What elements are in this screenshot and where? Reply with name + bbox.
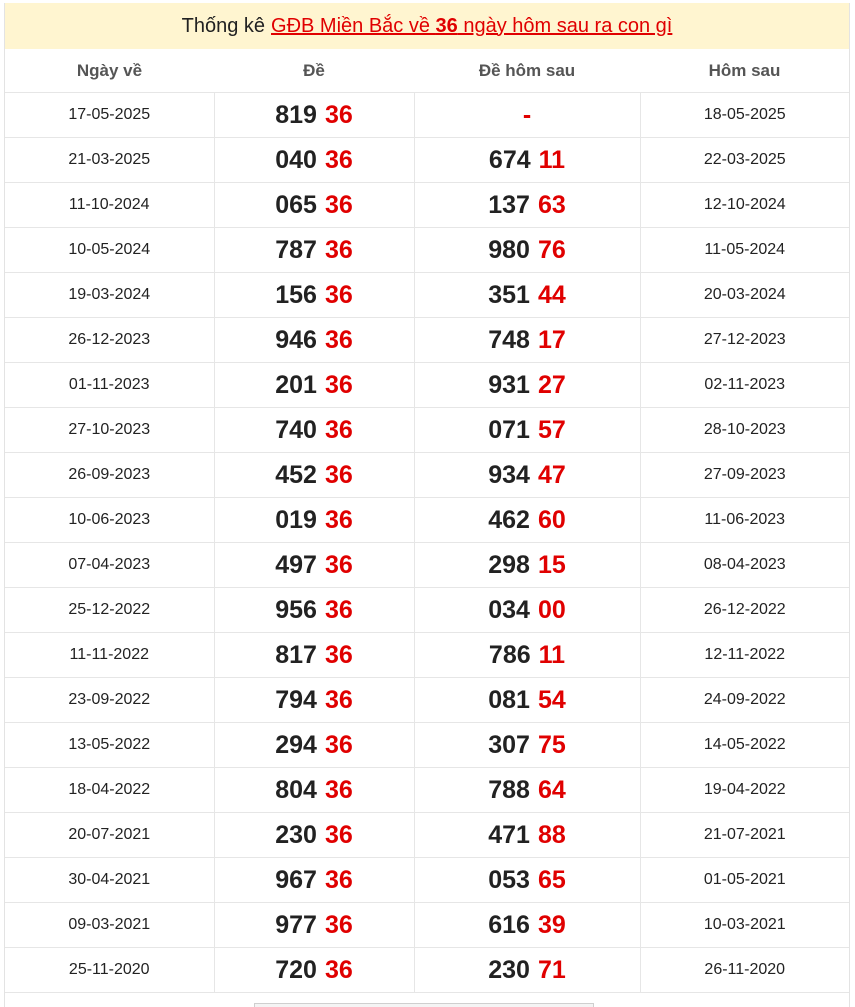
- de-head-digits: 817: [275, 640, 317, 669]
- de-head-digits: 946: [275, 325, 317, 354]
- next-de-tail-digits: 39: [537, 910, 566, 939]
- row-next-date: 08-04-2023: [640, 543, 849, 588]
- next-de-head-digits: 788: [488, 775, 530, 804]
- row-date: 25-11-2020: [5, 948, 214, 993]
- title-link-after: ngày hôm sau ra con gì: [457, 14, 673, 37]
- de-tail-digits: 36: [324, 640, 353, 669]
- row-next-de: [414, 768, 640, 813]
- table-row: [5, 678, 849, 723]
- row-date: 21-03-2025: [5, 138, 214, 183]
- title-link[interactable]: [271, 15, 672, 38]
- next-de-head-digits: 934: [488, 460, 530, 489]
- row-de: [214, 408, 414, 453]
- de-tail-digits: 36: [324, 775, 353, 804]
- row-de: [214, 588, 414, 633]
- de-head-digits: 294: [275, 730, 317, 759]
- de-tail-digits: 36: [324, 190, 353, 219]
- title-link-before: GĐB Miền Bắc về: [271, 14, 436, 37]
- row-next-de: [414, 138, 640, 183]
- row-next-date: 27-12-2023: [640, 318, 849, 363]
- row-date: 01-11-2023: [5, 363, 214, 408]
- next-de-head-digits: 298: [488, 550, 530, 579]
- row-next-de: [414, 948, 640, 993]
- row-next-de: [414, 678, 640, 723]
- de-tail-digits: 36: [324, 370, 353, 399]
- row-date: 19-03-2024: [5, 273, 214, 318]
- row-de: [214, 903, 414, 948]
- row-de: [214, 273, 414, 318]
- table-row: [5, 903, 849, 948]
- de-tail-digits: 36: [324, 100, 353, 129]
- row-next-date: 22-03-2025: [640, 138, 849, 183]
- row-de: [214, 678, 414, 723]
- de-tail-digits: 36: [324, 910, 353, 939]
- table-row: [5, 948, 849, 993]
- table-row: [5, 408, 849, 453]
- next-de-tail-digits: 88: [537, 820, 566, 849]
- next-de-tail-digits: 65: [537, 865, 566, 894]
- row-next-de: [414, 813, 640, 858]
- next-de-head-digits: 748: [488, 325, 530, 354]
- row-next-de: [414, 273, 640, 318]
- row-de: [214, 183, 414, 228]
- next-de-tail-digits: 63: [537, 190, 566, 219]
- de-head-digits: 740: [275, 415, 317, 444]
- de-head-digits: 156: [275, 280, 317, 309]
- row-date: 23-09-2022: [5, 678, 214, 723]
- table-header-row: [5, 49, 849, 93]
- row-de: [214, 93, 414, 138]
- de-tail-digits: 36: [324, 595, 353, 624]
- row-next-date: 26-11-2020: [640, 948, 849, 993]
- next-de-head-digits: 786: [488, 640, 531, 669]
- de-tail-digits: 36: [324, 685, 353, 714]
- next-de-head-digits: 230: [488, 955, 530, 984]
- de-tail-digits: 36: [324, 730, 353, 759]
- de-head-digits: 019: [275, 505, 317, 534]
- table-row: [5, 813, 849, 858]
- column-header-date: Ngày về: [5, 49, 214, 93]
- table-row: [5, 318, 849, 363]
- row-date: 26-12-2023: [5, 318, 214, 363]
- row-date: 09-03-2021: [5, 903, 214, 948]
- row-next-de: [414, 453, 640, 498]
- row-next-date: 19-04-2022: [640, 768, 849, 813]
- row-next-de: [414, 183, 640, 228]
- next-de-head-digits: 137: [488, 190, 530, 219]
- row-next-date: 02-11-2023: [640, 363, 849, 408]
- row-de: [214, 948, 414, 993]
- next-de-tail-digits: 71: [537, 955, 566, 984]
- title-prefix: Thống kê: [181, 14, 266, 37]
- row-next-de: [414, 408, 640, 453]
- table-row: [5, 93, 849, 138]
- row-next-de: [414, 498, 640, 543]
- row-date: 30-04-2021: [5, 858, 214, 903]
- row-de: [214, 858, 414, 903]
- de-head-digits: 967: [275, 865, 317, 894]
- next-de-tail-digits: 15: [537, 550, 566, 579]
- de-head-digits: 956: [275, 595, 317, 624]
- table-row: [5, 768, 849, 813]
- next-de-tail-digits: 17: [537, 325, 566, 354]
- de-tail-digits: 36: [324, 280, 353, 309]
- row-de: [214, 363, 414, 408]
- de-head-digits: 040: [275, 145, 317, 174]
- de-head-digits: 794: [275, 685, 317, 714]
- next-de-head-digits: 462: [488, 505, 530, 534]
- next-de-tail-digits: 60: [537, 505, 566, 534]
- next-de-tail-digits: 11: [538, 145, 566, 174]
- table-row: [5, 138, 849, 183]
- row-next-de: [414, 318, 640, 363]
- de-tail-digits: 36: [324, 460, 353, 489]
- next-de-head-digits: 351: [488, 280, 530, 309]
- row-next-de: [414, 858, 640, 903]
- next-de-head-digits: 471: [488, 820, 530, 849]
- table-row: [5, 543, 849, 588]
- row-next-de: [414, 588, 640, 633]
- de-tail-digits: 36: [324, 145, 353, 174]
- row-de: [214, 138, 414, 183]
- de-head-digits: 819: [275, 100, 317, 129]
- row-next-de: [414, 723, 640, 768]
- table-row: [5, 723, 849, 768]
- row-de: [214, 543, 414, 588]
- row-de: [214, 453, 414, 498]
- table-row: [5, 363, 849, 408]
- row-next-de: [414, 93, 640, 138]
- results-table: [5, 49, 849, 993]
- next-de-tail-digits: 54: [537, 685, 566, 714]
- row-next-de: [414, 633, 640, 678]
- table-row: [5, 453, 849, 498]
- row-next-de: [414, 903, 640, 948]
- row-next-date: 27-09-2023: [640, 453, 849, 498]
- column-header-next-de: Đề hôm sau: [414, 49, 640, 93]
- row-next-date: 18-05-2025: [640, 93, 849, 138]
- table-row: [5, 633, 849, 678]
- row-de: [214, 318, 414, 363]
- row-date: 26-09-2023: [5, 453, 214, 498]
- next-de-tail-digits: 11: [538, 640, 566, 669]
- row-date: 07-04-2023: [5, 543, 214, 588]
- row-next-date: 24-09-2022: [640, 678, 849, 723]
- next-de-tail-digits: 75: [537, 730, 566, 759]
- row-date: 11-10-2024: [5, 183, 214, 228]
- row-next-de: [414, 363, 640, 408]
- row-date: 13-05-2022: [5, 723, 214, 768]
- de-tail-digits: 36: [324, 865, 353, 894]
- row-date: 17-05-2025: [5, 93, 214, 138]
- table-row: [5, 858, 849, 903]
- row-date: 25-12-2022: [5, 588, 214, 633]
- row-de: [214, 813, 414, 858]
- next-de-tail-digits: 76: [537, 235, 566, 264]
- row-next-date: 01-05-2021: [640, 858, 849, 903]
- de-tail-digits: 36: [324, 955, 353, 984]
- row-next-date: 21-07-2021: [640, 813, 849, 858]
- de-tail-digits: 36: [324, 235, 353, 264]
- next-de-head-digits: 674: [488, 145, 531, 174]
- next-de-head-digits: 980: [488, 235, 530, 264]
- row-date: 27-10-2023: [5, 408, 214, 453]
- de-tail-digits: 36: [324, 325, 353, 354]
- de-head-digits: 201: [275, 370, 317, 399]
- row-date: 20-07-2021: [5, 813, 214, 858]
- de-tail-digits: 36: [324, 415, 353, 444]
- row-date: 10-05-2024: [5, 228, 214, 273]
- table-row: [5, 183, 849, 228]
- next-de-head-digits: 081: [488, 685, 530, 714]
- bottom-scroll-edge: [254, 1003, 594, 1007]
- row-next-date: 10-03-2021: [640, 903, 849, 948]
- row-next-de: [414, 228, 640, 273]
- table-row: [5, 273, 849, 318]
- de-tail-digits: 36: [324, 505, 353, 534]
- next-de-head-digits: 034: [488, 595, 530, 624]
- de-tail-digits: 36: [324, 550, 353, 579]
- next-de-pending: -: [522, 100, 532, 129]
- column-header-de: Đề: [214, 49, 414, 93]
- table-row: [5, 228, 849, 273]
- title-link-number: 36: [435, 14, 458, 37]
- row-de: [214, 723, 414, 768]
- row-date: 11-11-2022: [5, 633, 214, 678]
- next-de-head-digits: 053: [488, 865, 530, 894]
- next-de-tail-digits: 47: [537, 460, 566, 489]
- de-head-digits: 497: [275, 550, 317, 579]
- panel-title-bar: [5, 3, 849, 49]
- row-next-date: 12-11-2022: [640, 633, 849, 678]
- next-de-tail-digits: 44: [537, 280, 566, 309]
- de-head-digits: 720: [275, 955, 317, 984]
- next-de-tail-digits: 27: [537, 370, 566, 399]
- next-de-head-digits: 616: [488, 910, 530, 939]
- table-row: [5, 498, 849, 543]
- de-head-digits: 977: [275, 910, 317, 939]
- row-de: [214, 633, 414, 678]
- next-de-head-digits: 931: [488, 370, 530, 399]
- row-de: [214, 768, 414, 813]
- de-head-digits: 452: [275, 460, 317, 489]
- next-de-tail-digits: 64: [537, 775, 566, 804]
- row-de: [214, 228, 414, 273]
- next-de-tail-digits: 00: [537, 595, 566, 624]
- row-next-date: 12-10-2024: [640, 183, 849, 228]
- row-next-date: 11-06-2023: [640, 498, 849, 543]
- row-de: [214, 498, 414, 543]
- next-de-tail-digits: 57: [537, 415, 566, 444]
- de-head-digits: 065: [275, 190, 317, 219]
- row-date: 18-04-2022: [5, 768, 214, 813]
- table-row: [5, 588, 849, 633]
- de-head-digits: 230: [275, 820, 317, 849]
- column-header-next-date: Hôm sau: [640, 49, 849, 93]
- row-next-date: 20-03-2024: [640, 273, 849, 318]
- row-next-date: 28-10-2023: [640, 408, 849, 453]
- de-head-digits: 787: [275, 235, 317, 264]
- row-next-date: 14-05-2022: [640, 723, 849, 768]
- next-de-head-digits: 307: [488, 730, 530, 759]
- stats-panel: [4, 3, 850, 1007]
- de-tail-digits: 36: [324, 820, 353, 849]
- de-head-digits: 804: [275, 775, 317, 804]
- row-next-date: 11-05-2024: [640, 228, 849, 273]
- next-de-head-digits: 071: [488, 415, 530, 444]
- row-date: 10-06-2023: [5, 498, 214, 543]
- row-next-de: [414, 543, 640, 588]
- row-next-date: 26-12-2022: [640, 588, 849, 633]
